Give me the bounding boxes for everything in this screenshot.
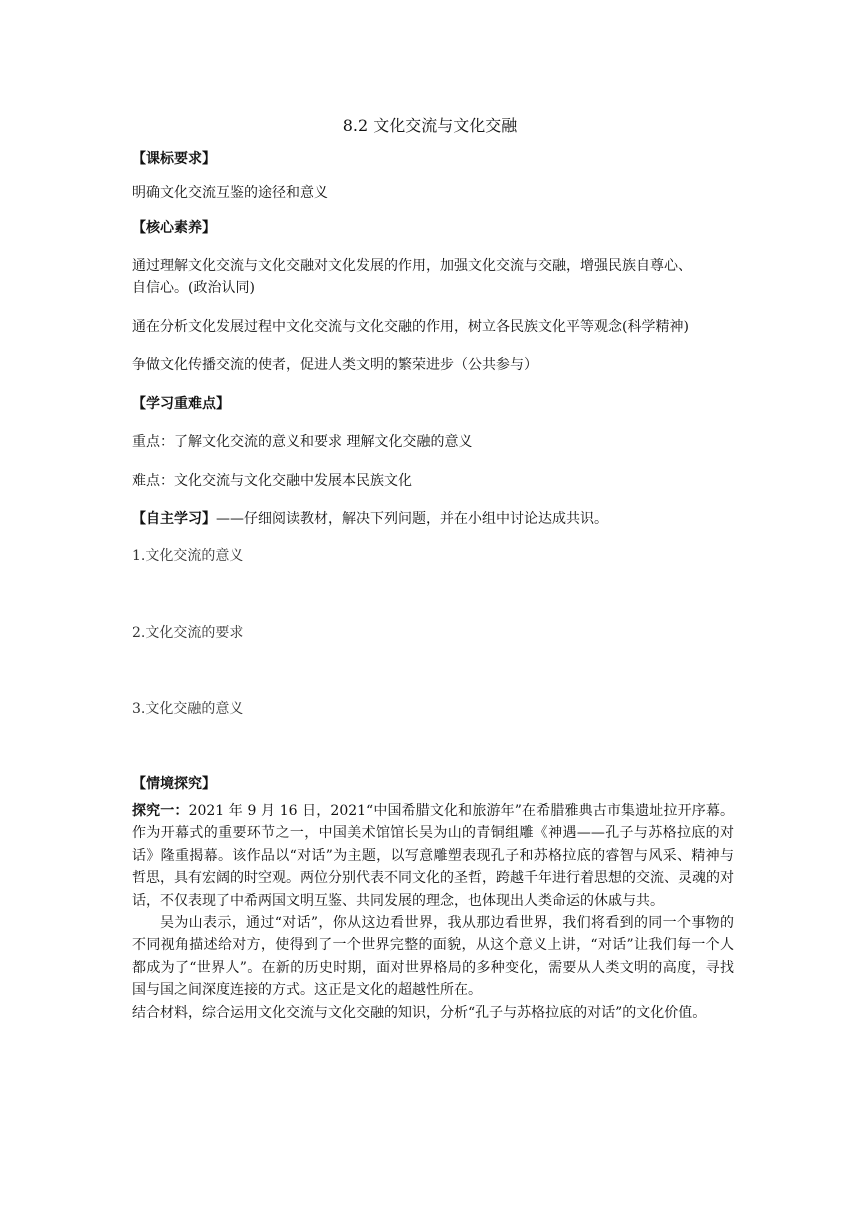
case-paragraph-1 — [132, 800, 734, 912]
hexin-line-2: 自信心。(政治认同) — [132, 280, 255, 296]
kebiao-text: 明确文化交流互鉴的途径和意义 — [132, 185, 328, 201]
case-paragraph-1-text: 2021 年 9 月 16 日，2021“中国希腊文化和旅游年”在希腊雅典古市集遗址拉开序幕。作为开幕式的重要环节之一，中国美术馆馆长吴为山的青铜组雕《神遇——孔子与苏格拉底的对话》隆重揭幕。该作品以“对话”为主题，以写意雕塑表现孔子和苏格拉底的睿智与风采、精神与哲思，具有宏阔的时空观。两位分别代表不同文化的圣哲，跨越千年进行着思想的交流、灵魂的对话，不仅表现了中希两国文明互鉴、共同发展的理念，也体现出人类命运的休戚与共。 — [132, 803, 734, 909]
zizhu-line — [132, 509, 608, 529]
case-label: 探究一： — [132, 803, 189, 819]
hexin-line-1: 通过理解文化交流与文化交融对文化发展的作用，加强文化交流与交融，增强民族自尊心、 — [132, 258, 692, 274]
question-1: 1.文化交流的意义 — [132, 548, 244, 564]
hexin-line-3: 通在分析文化发展过程中文化交流与文化交融的作用，树立各民族文化平等观念(科学精神) — [132, 319, 689, 335]
question-2: 2.文化交流的要求 — [132, 625, 244, 641]
case-passage — [132, 800, 734, 1024]
zizhu-heading: 【自主学习】 — [132, 511, 216, 527]
page-title: 8.2 文化交流与文化交融 — [342, 116, 518, 135]
case-question: 结合材料，综合运用文化交流与文化交融的知识，分析“孔子与苏格拉底的对话”的文化价值。 — [132, 1004, 707, 1021]
nandian-text: 难点：文化交流与文化交融中发展本民族文化 — [132, 473, 412, 489]
zizhu-intro: ——仔细阅读教材，解决下列问题，并在小组中讨论达成共识。 — [216, 511, 608, 527]
case-paragraph-2: 吴为山表示，通过“对话”，你从这边看世界，我从那边看世界，我们将看到的同一个事物的不同视角描述给对方，使得到了一个世界完整的面貌，从这个意义上讲，“对话”让我们每一个人都成为了“世界人”。在新的历史时期，面对世界格局的多种变化，需要从人类文明的高度，寻找国与国之间深度连接的方式。这正是文化的超越性所在。 — [132, 915, 734, 999]
qingjing-heading: 【情境探究】 — [132, 776, 216, 792]
zhongdian-text: 重点：了解文化交流的意义和要求 理解文化交融的意义 — [132, 434, 473, 450]
hexin-line-4: 争做文化传播交流的使者，促进人类文明的繁荣进步（公共参与） — [132, 357, 538, 373]
question-3: 3.文化交融的意义 — [132, 701, 244, 717]
zhongnan-heading: 【学习重难点】 — [132, 396, 230, 412]
kebiao-heading: 【课标要求】 — [132, 151, 216, 167]
hexin-heading: 【核心素养】 — [132, 220, 216, 236]
